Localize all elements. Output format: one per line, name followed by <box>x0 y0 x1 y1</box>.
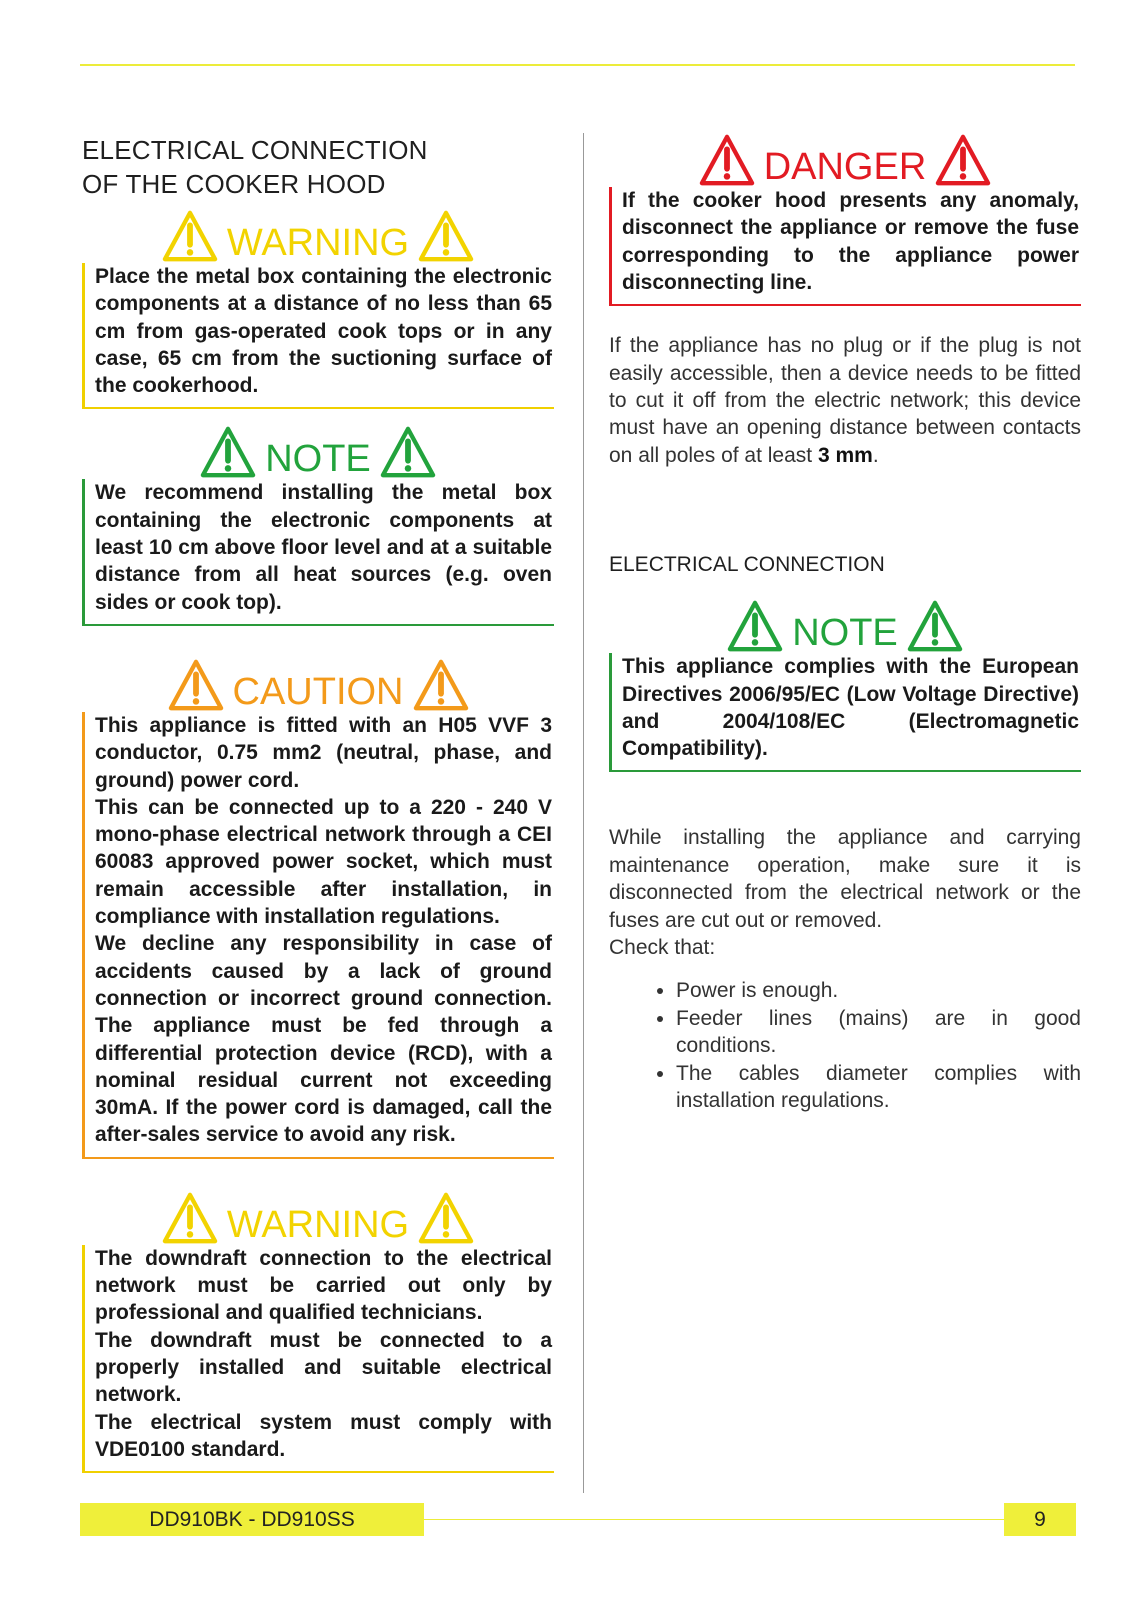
note-heading: NOTE <box>82 425 554 479</box>
warning-triangle-icon <box>161 1191 219 1245</box>
note-heading-2: NOTE <box>609 599 1081 653</box>
warning-triangle-icon <box>906 599 964 653</box>
check-intro: Check that: <box>609 936 716 960</box>
left-column <box>82 133 554 1473</box>
electrical-connection-subtitle: ELECTRICAL CONNECTION <box>609 553 885 577</box>
note-box: We recommend installing the metal box containing the electronic components at least 10 cm above floor level and at a suitable distance from all heat sources (e.g. oven sides or cook top). <box>82 479 554 625</box>
warning-triangle-icon <box>417 209 475 263</box>
warning-triangle-icon <box>199 425 257 479</box>
danger-heading: DANGER <box>609 133 1081 187</box>
footer-model: DD910BK - DD910SS <box>80 1503 424 1536</box>
warning-triangle-icon <box>417 1191 475 1245</box>
list-item: • Power is enough. <box>676 977 1081 1004</box>
plug-paragraph: If the appliance has no plug or if the plug is not easily accessible, then a device needs to be fitted to cut it off from the electric network; this device must have an opening distance between contacts on all poles of at least 3 mm. <box>609 334 1081 467</box>
danger-box: If the cooker hood presents any anomaly, disconnect the appliance or remove the fuse corresponding to the appliance power disconnecting line. <box>609 187 1081 306</box>
warning-triangle-icon <box>412 658 470 712</box>
warning-heading-2: WARNING <box>82 1191 554 1245</box>
warning-heading: WARNING <box>82 209 554 263</box>
footer-rule <box>424 1519 1004 1520</box>
top-rule <box>80 64 1075 66</box>
warning-box-2: The downdraft connection to the electrical network must be carried out only by professional and qualified technicians. The downdraft must be connected to a properly installed and suitable electrical network. The electrical system must comply with VDE0100 standard. <box>82 1245 554 1473</box>
list-item: • Feeder lines (mains) are in good conditions. <box>676 1005 1081 1060</box>
column-divider <box>583 133 584 1493</box>
page-number: 9 <box>1004 1503 1076 1536</box>
maintenance-paragraph: While installing the appliance and carrying maintenance operation, make sure it is disconnected from the electrical network or the fuses are cut out or removed. <box>609 826 1081 932</box>
caution-heading: CAUTION <box>82 658 554 712</box>
section-title: ELECTRICAL CONNECTION OF THE COOKER HOOD <box>82 135 428 199</box>
check-list <box>609 977 1081 1114</box>
warning-triangle-icon <box>726 599 784 653</box>
warning-triangle-icon <box>167 658 225 712</box>
warning-triangle-icon <box>698 133 756 187</box>
right-column <box>609 133 1081 1114</box>
list-item: • The cables diameter complies with installation regulations. <box>676 1060 1081 1115</box>
caution-box: This appliance is fitted with an H05 VVF 3 conductor, 0.75 mm2 (neutral, phase, and ground) power cord. This can be connected up to a 220 - 240 V mono-phase electrical network through a CEI 60083 approved power socket, which must remain accessible after installation, in compliance with installation regulations. We decline any responsibility in case of accidents caused by a lack of ground connection or incorrect ground connection. The appliance must be fed through a differential protection device (RCD), with a nominal residual current not exceeding 30mA. If the power cord is damaged, call the after-sales service to avoid any risk. <box>82 712 554 1159</box>
warning-triangle-icon <box>379 425 437 479</box>
warning-triangle-icon <box>934 133 992 187</box>
warning-triangle-icon <box>161 209 219 263</box>
note-box-2: This appliance complies with the European Directives 2006/95/EC (Low Voltage Directive) and 2004/108/EC (Electromagnetic Compatibility). <box>609 653 1081 772</box>
warning-box: Place the metal box containing the electronic components at a distance of no less than 65 cm from gas-operated cook tops or in any case, 65 cm from the suctioning surface of the cookerhood. <box>82 263 554 409</box>
